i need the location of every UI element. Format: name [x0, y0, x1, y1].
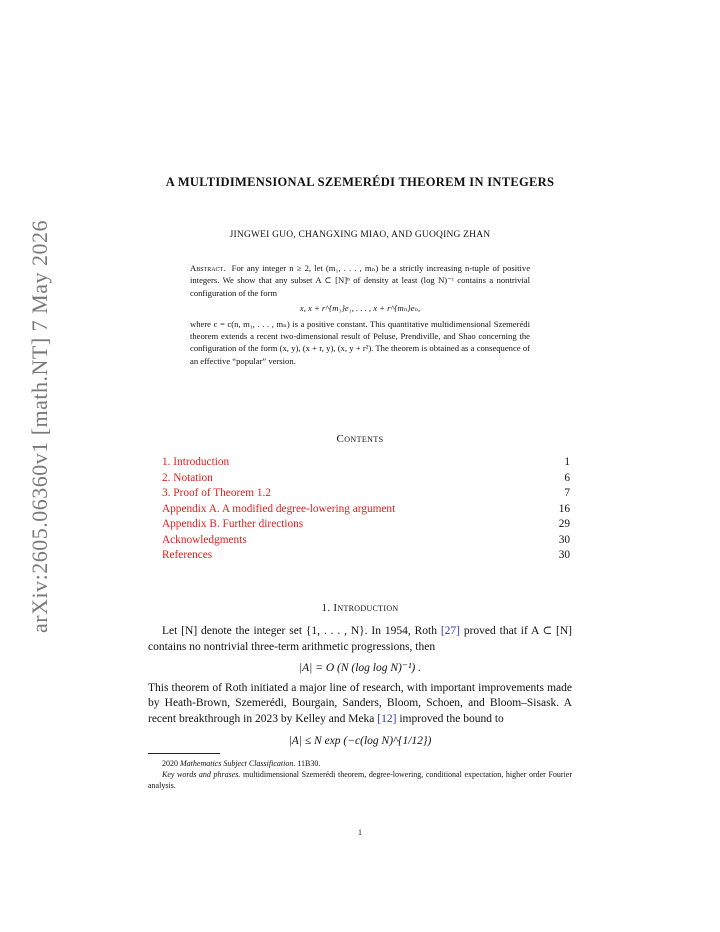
- toc-link[interactable]: Appendix A. A modified degree-lowering argument: [162, 502, 396, 515]
- toc-entry[interactable]: [162, 486, 570, 502]
- text: Key words and phrases.: [162, 770, 241, 780]
- toc-link[interactable]: 3. Proof of Theorem 1.2: [162, 487, 271, 499]
- citation-link[interactable]: [27]: [440, 625, 460, 637]
- abstract-text-2: where c = c(n, m₁, . . . , mₙ) is a positive constant. This quantitative multidimensional Szemerédi theorem extends a recent two-dimensional result of Peluse, Prendiville, and Shao concerning the configuration of the form (x, y), (x + r, y), (x, y + r²). The theorem is obtained as a consequence of an effective “popular” version.: [190, 318, 530, 366]
- paragraph: [148, 624, 572, 655]
- text: multidimensional Szemerédi theorem, degree-lowering, conditional expectation, higher order Fourier analysis.: [148, 770, 572, 791]
- citation-link[interactable]: [12]: [377, 712, 397, 725]
- equation: |A| ≤ N exp (−c(log N)^{1/12}): [288, 734, 432, 747]
- abstract: [190, 262, 530, 367]
- equation: |A| = O (N (log log N)⁻¹) .: [299, 662, 421, 675]
- toc-page: 7: [564, 487, 570, 499]
- arxiv-identifier: arXiv:2605.06360v1 [math.NT] 7 May 2026: [27, 220, 52, 633]
- paragraph: [148, 681, 572, 728]
- msc-footnote: [148, 758, 572, 769]
- section-heading: 1. Introduction: [321, 602, 399, 614]
- toc-link[interactable]: Appendix B. Further directions: [162, 518, 304, 530]
- page-number: 1: [358, 828, 362, 837]
- footnote-rule: [148, 753, 220, 754]
- abstract-text-1: For any integer n ≥ 2, let (m₁, . . . , mₙ) be a strictly increasing n-tuple of positive integers. We show that any subset A ⊂ [N]ⁿ of density at least (log N)⁻ᶜ contains a nontrivial configuration of the form: [190, 263, 531, 298]
- table-of-contents: [162, 455, 570, 564]
- text: improved the bound to: [396, 712, 504, 725]
- toc-entry[interactable]: [162, 471, 570, 487]
- toc-link[interactable]: 1. Introduction: [162, 456, 230, 468]
- text: Let [N] denote the integer set {1, . . . , N}. In 1954, Roth: [162, 625, 441, 637]
- text: 2020: [162, 759, 180, 768]
- toc-page: 6: [564, 471, 570, 484]
- author-list: JINGWEI GUO, CHANGXING MIAO, AND GUOQING ZHAN: [229, 230, 491, 240]
- toc-entry[interactable]: [162, 533, 570, 549]
- contents-heading: Contents: [336, 433, 384, 445]
- toc-link[interactable]: 2. Notation: [162, 471, 213, 484]
- toc-entry[interactable]: [162, 517, 570, 533]
- toc-page: 30: [558, 533, 570, 546]
- toc-entry[interactable]: [162, 548, 570, 564]
- paper-title: A MULTIDIMENSIONAL SZEMERÉDI THEOREM IN INTEGERS: [165, 175, 555, 189]
- text: 11B30.: [295, 759, 321, 768]
- toc-link[interactable]: Acknowledgments: [162, 533, 247, 546]
- abstract-label: Abstract.: [190, 263, 226, 273]
- toc-page: 1: [564, 456, 570, 468]
- toc-link[interactable]: References: [162, 549, 213, 561]
- text: This theorem of Roth initiated a major line of research, with important improvements made by Heath-Brown, Szemerédi, Bourgain, Sanders, Bloom, Schoen, and Bloom–Sisask. A recent breakthrough in 2023 by Kelley and Meka: [148, 681, 572, 725]
- toc-entry[interactable]: [162, 502, 570, 518]
- keywords-footnote: [148, 769, 572, 791]
- abstract-display-formula: x, x + r^{m₁}e₁, . . . , x + r^{mₙ}eₙ,: [299, 303, 421, 314]
- text: proved that if A ⊂ [N] contains no nontrivial three-term arithmetic progressions, then: [148, 625, 573, 653]
- text: Mathematics Subject Classification.: [180, 759, 296, 768]
- toc-page: 16: [558, 502, 570, 515]
- toc-page: 30: [558, 549, 570, 561]
- toc-entry[interactable]: [162, 455, 570, 471]
- introduction-body: [148, 624, 572, 753]
- toc-page: 29: [558, 518, 570, 530]
- footnotes: [148, 758, 572, 792]
